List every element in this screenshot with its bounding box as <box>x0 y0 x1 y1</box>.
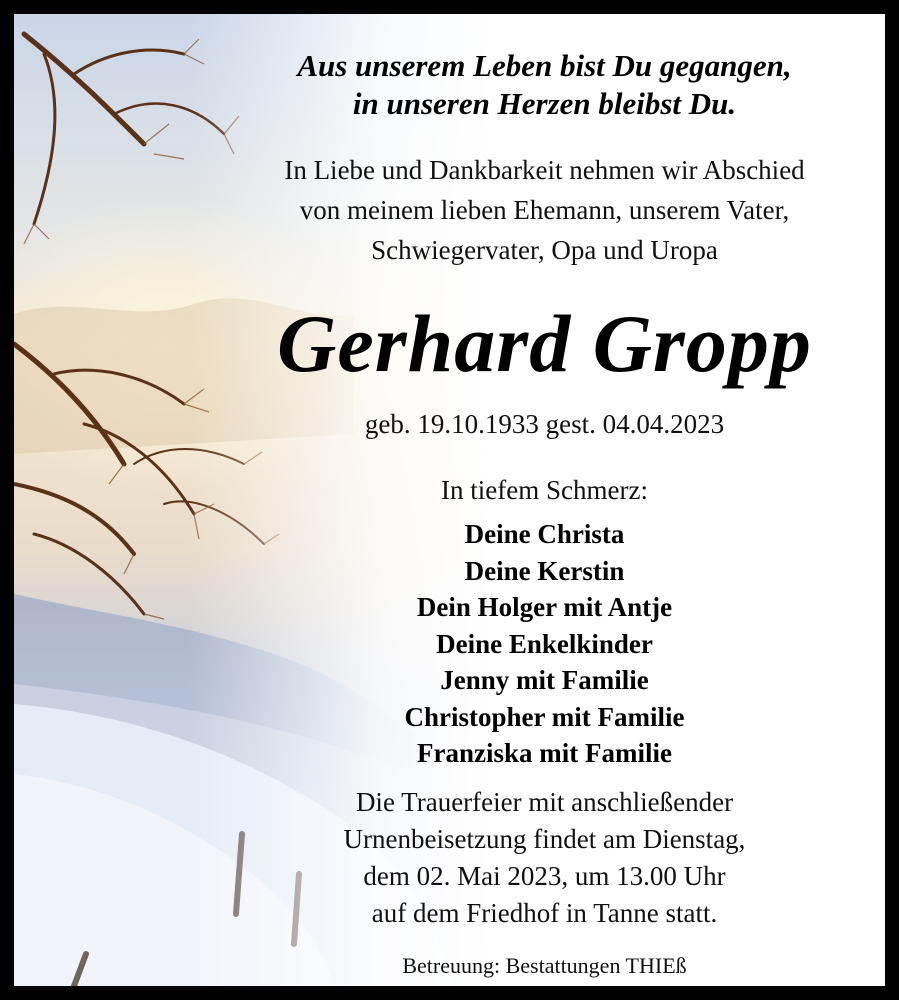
mourner: Deine Christa <box>464 519 625 549</box>
mourner: Christopher mit Familie <box>404 701 685 732</box>
intro-line: Schwiegervater, Opa und Uropa <box>371 235 718 265</box>
life-dates: geb. 19.10.1933 gest. 04.04.2023 <box>364 409 725 439</box>
ceremony-line: Die Trauerfeier mit anschließender <box>355 787 734 817</box>
motto-line: Aus unserem Leben bist Du gegangen, <box>297 48 792 83</box>
ceremony-line: Urnenbeisetzung findet am Dienstag, <box>343 824 746 854</box>
ceremony-line: auf dem Friedhof in Tanne statt. <box>371 898 718 928</box>
ceremony-line: dem 02. Mai 2023, um 13.00 Uhr <box>363 861 726 891</box>
deceased-name: Gerhard Gropp <box>277 298 812 389</box>
ceremony-info <box>204 784 885 932</box>
mourners-list <box>204 516 885 772</box>
intro-line: von meinem lieben Ehemann, unserem Vater, <box>299 195 790 225</box>
funeral-home-credit: Betreuung: Bestattungen THIEß <box>402 953 687 978</box>
intro-line: In Liebe und Dankbarkeit nehmen wir Abschied <box>284 155 805 185</box>
mourners-heading: In tiefem Schmerz: <box>441 475 648 505</box>
motto <box>204 47 885 123</box>
mourner: Deine Enkelkinder <box>436 628 653 659</box>
mourner: Franziska mit Familie <box>417 738 672 768</box>
mourner: Jenny mit Familie <box>440 665 649 695</box>
motto-line: in unseren Herzen bleibst Du. <box>352 86 737 121</box>
mourner: Dein Holger mit Antje <box>416 592 673 622</box>
intro-text <box>204 150 885 270</box>
mourner: Deine Kerstin <box>464 555 625 586</box>
